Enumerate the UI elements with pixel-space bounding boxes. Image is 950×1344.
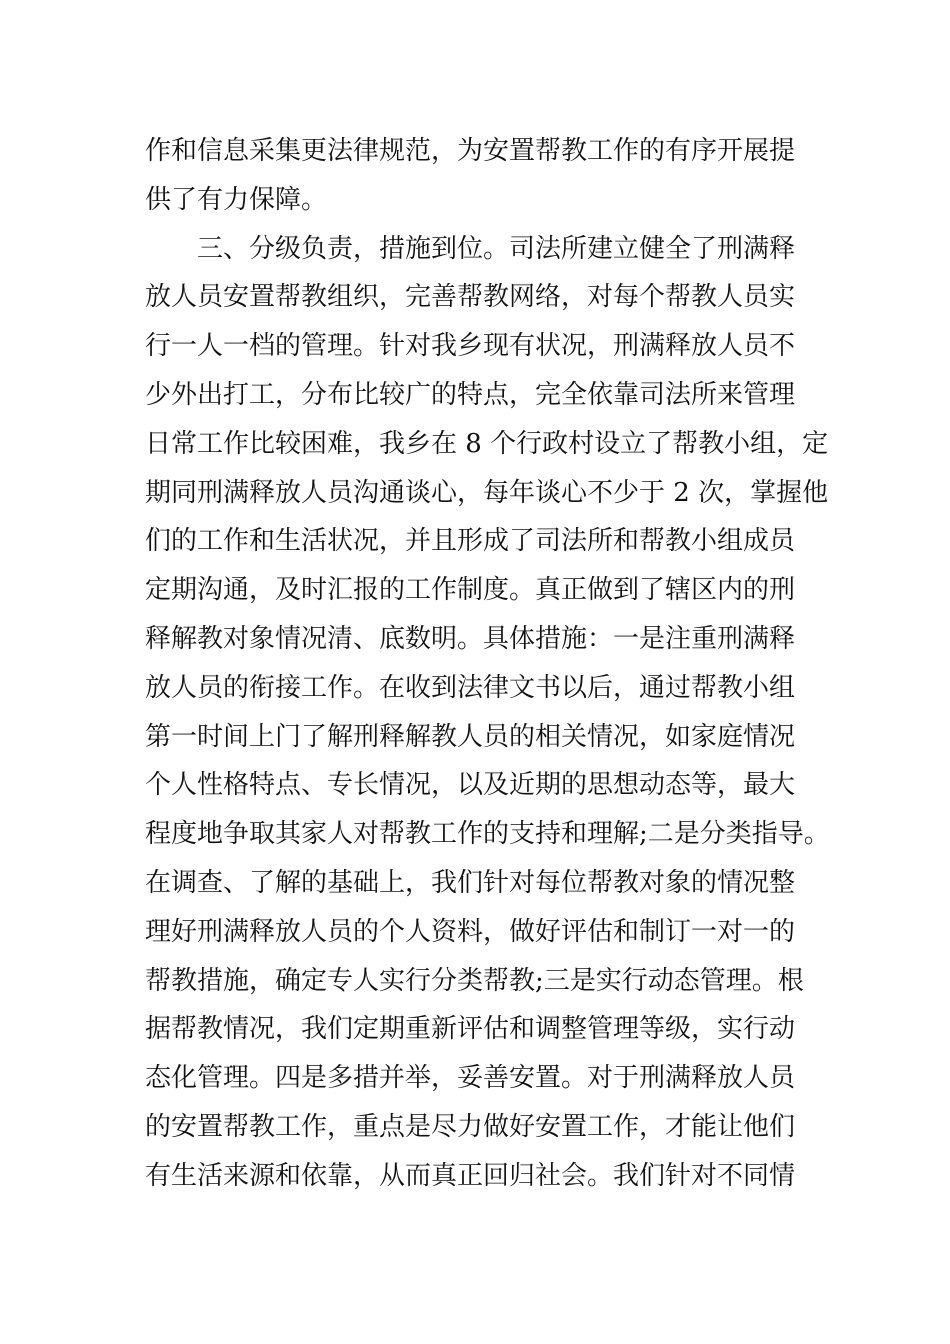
paragraph-start-line: 三、分级负责，措施到位。司法所建立健全了刑满释 [197,233,796,264]
text-line: 在调查、了解的基础上，我们针对每位帮教对象的情况整 [145,867,796,898]
text-line: 放人员的衔接工作。在收到法律文书以后，通过帮教小组 [145,672,796,703]
text-line: 放人员安置帮教组织，完善帮教网络，对每个帮教人员实 [145,282,796,313]
text-line: 日常工作比较困难，我乡在 8 个行政村设立了帮教小组，定 [145,428,829,459]
text-line: 有生活来源和依靠，从而真正回归社会。我们针对不同情 [145,1160,796,1191]
text-line: 少外出打工，分布比较广的特点，完全依靠司法所来管理 [145,379,796,410]
text-line: 的安置帮教工作，重点是尽力做好安置工作，才能让他们 [145,1111,796,1142]
text-line: 定期沟通，及时汇报的工作制度。真正做到了辖区内的刑 [145,575,796,606]
body-text [145,127,830,1201]
text-line: 程度地争取其家人对帮教工作的支持和理解;二是分类指导。 [145,819,830,850]
text-line: 理好刑满释放人员的个人资料，做好评估和制订一对一的 [145,916,796,947]
text-line: 们的工作和生活状况，并且形成了司法所和帮教小组成员 [145,526,796,557]
text-line: 态化管理。四是多措并举，妥善安置。对于刑满释放人员 [145,1063,796,1094]
text-line: 帮教措施，确定专人实行分类帮教;三是实行动态管理。根 [145,965,804,996]
text-line: 据帮教情况，我们定期重新评估和调整管理等级，实行动 [145,1014,796,1045]
text-line: 期同刑满释放人员沟通谈心，每年谈心不少于 2 次，掌握他 [145,477,829,508]
text-line: 释解教对象情况清、底数明。具体措施：一是注重刑满释 [145,623,796,654]
text-line: 供了有力保障。 [145,184,328,215]
text-line: 个人性格特点、专长情况，以及近期的思想动态等，最大 [145,770,796,801]
text-line: 行一人一档的管理。针对我乡现有状况，刑满释放人员不 [145,331,796,362]
text-line: 作和信息采集更法律规范，为安置帮教工作的有序开展提 [145,136,796,166]
text-line: 第一时间上门了解刑释解教人员的相关情况，如家庭情况 [145,721,796,752]
